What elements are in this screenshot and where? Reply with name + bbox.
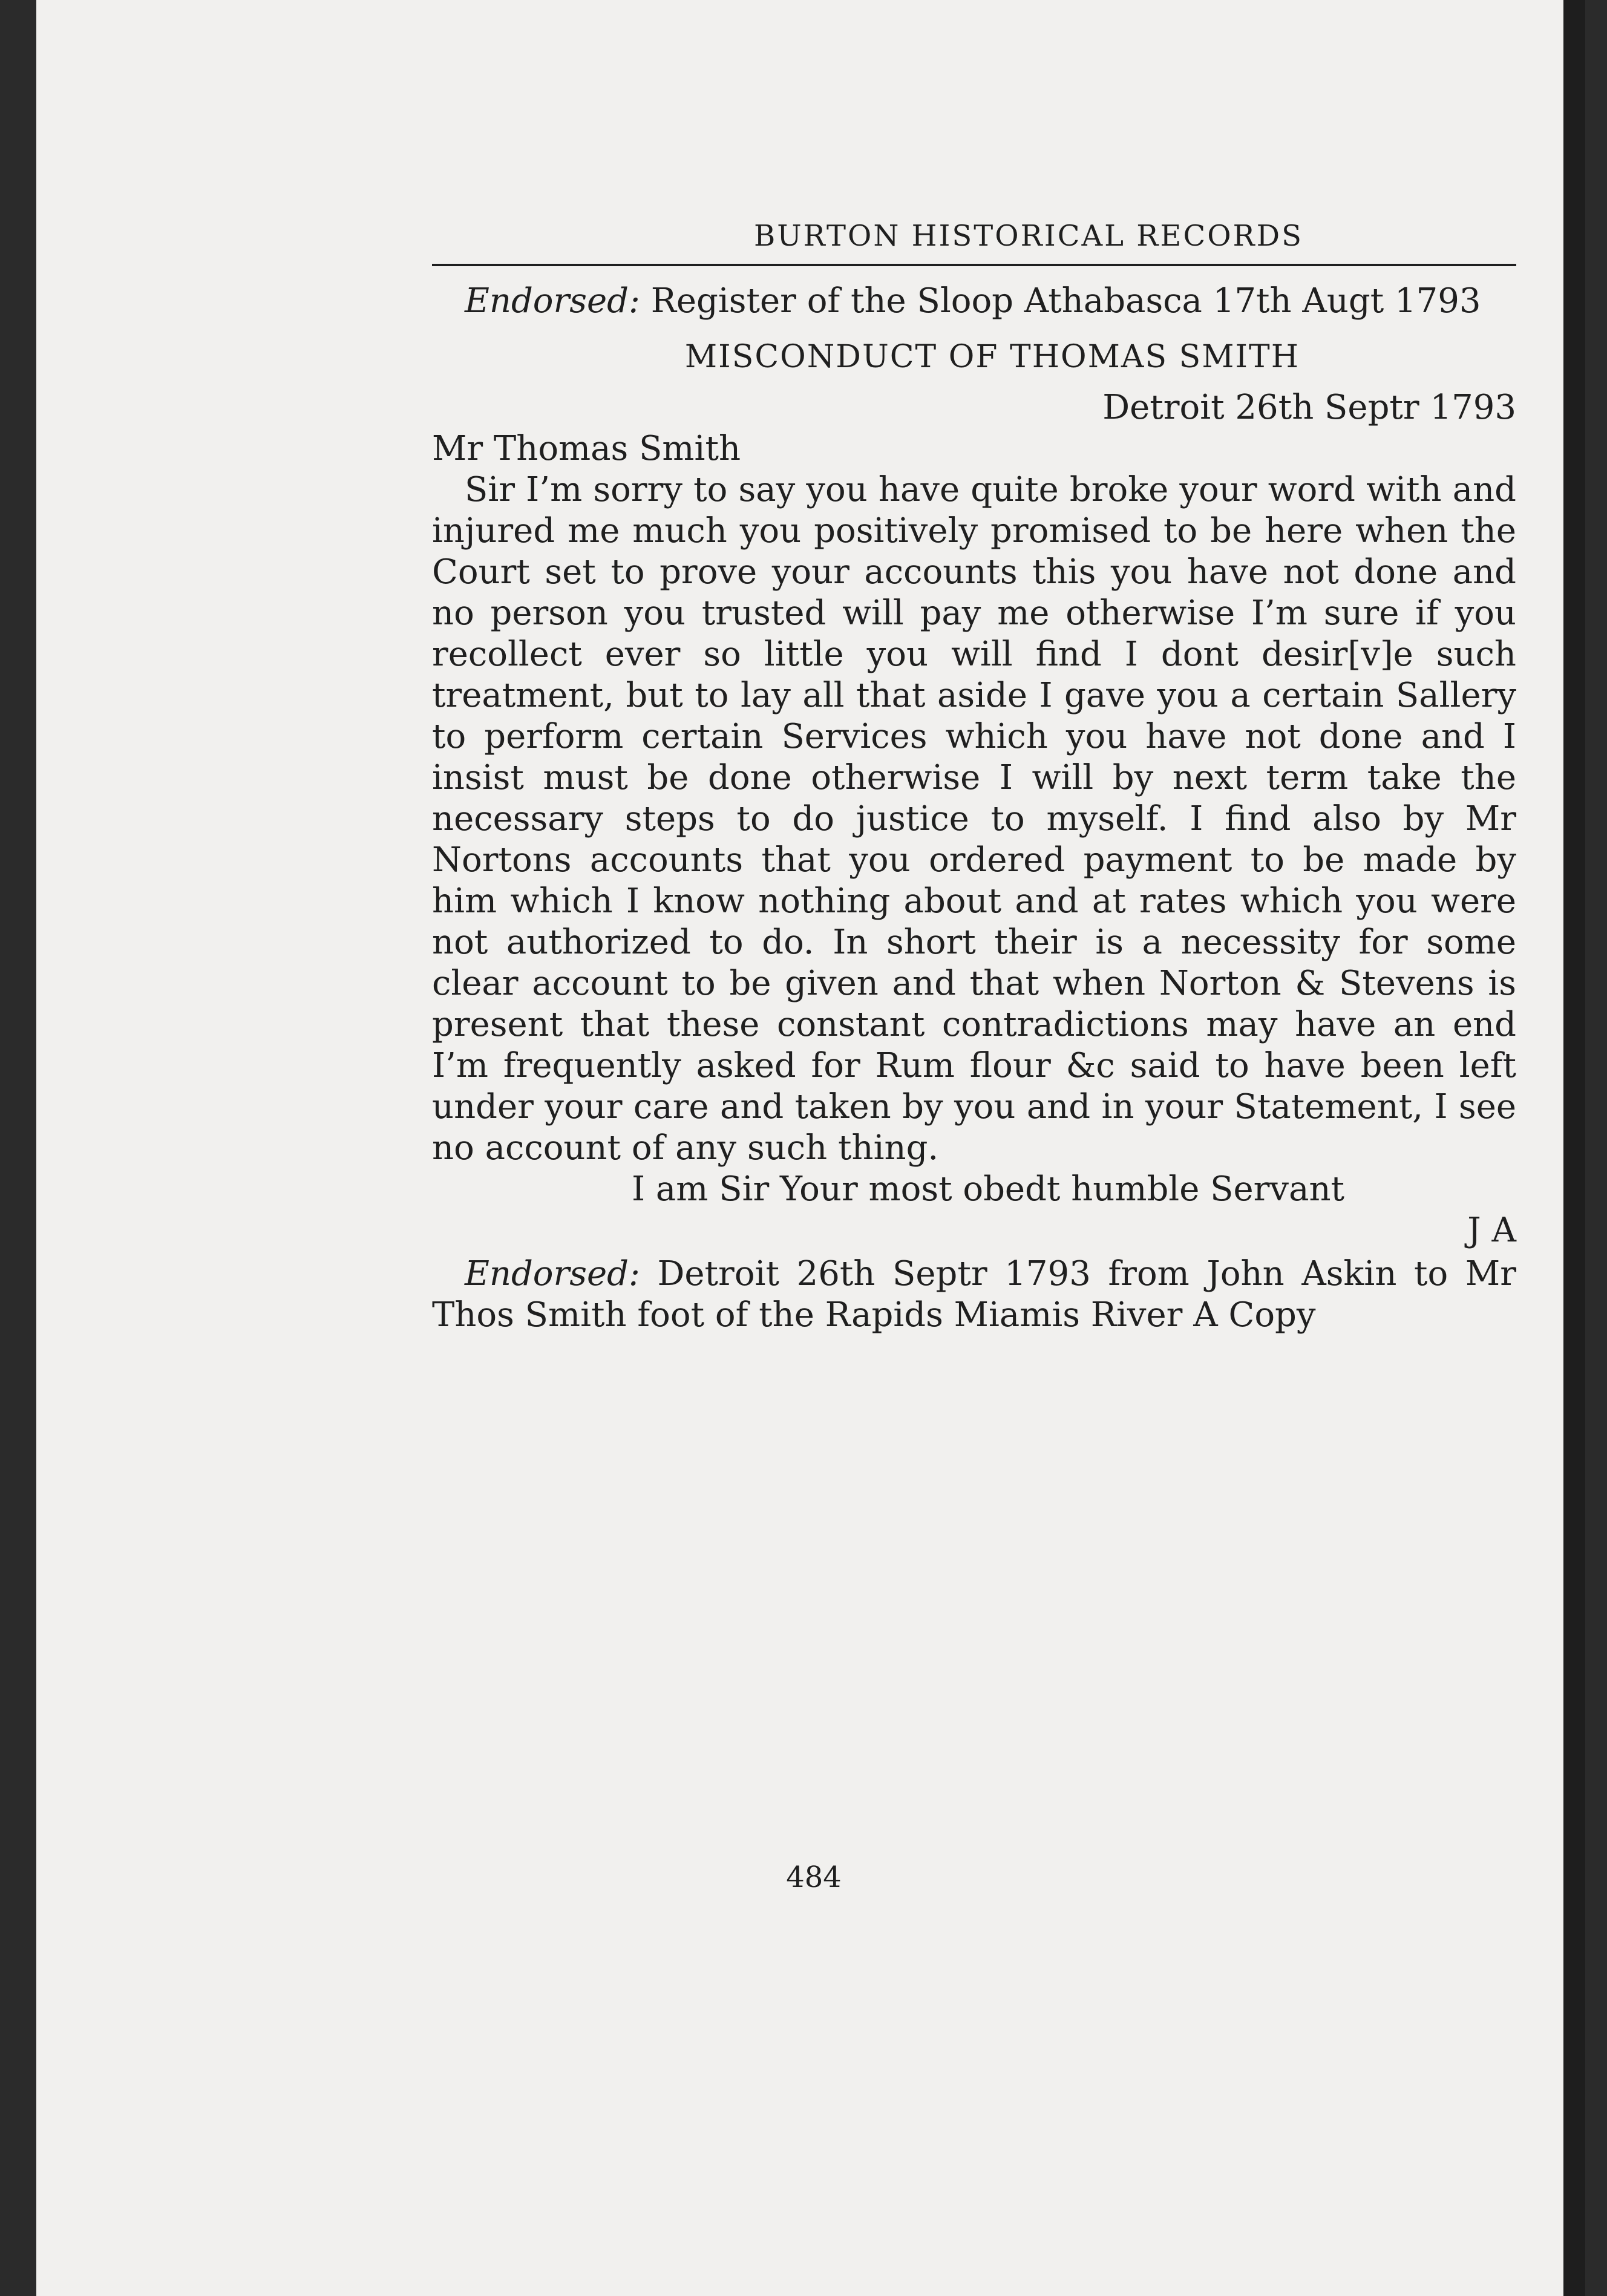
section-heading: MISCONDUCT OF THOMAS SMITH xyxy=(684,339,1300,375)
document-page xyxy=(36,0,1585,2296)
endorsement-label: Endorsed: xyxy=(465,281,640,321)
letter-dateline: Detroit 26th Septr 1793 xyxy=(1102,388,1516,427)
letter-signature: J A xyxy=(1467,1211,1516,1250)
endorsement-letter xyxy=(432,1254,1516,1336)
letter-closing: I am Sir Your most obedt humble Servant xyxy=(632,1169,1345,1209)
running-head: BURTON HISTORICAL RECORDS xyxy=(753,219,1304,253)
endorsement-register xyxy=(432,281,1516,322)
page-content xyxy=(432,212,1516,1336)
letter-salutation: Mr Thomas Smith xyxy=(432,429,741,468)
page-number: 484 xyxy=(786,1860,842,1894)
letter-body: Sir I’m sorry to say you have quite broke your word with and injured me much you positively promised to be here when the Court set to prove your accounts this you have not done and no person you trusted will pay me otherwise I’m sure if you recollect ever so little you will find I dont desir[v]e such treatment, but to lay all that aside I gave you a certain Sallery to perform certain Services which you have not done and I insist must be done otherwise I will by next term take the necessary steps to do justice to myself. I find also by Mr Nortons accounts that you ordered payment to be made by him which I know nothing about and at rates which you were not authorized to do. In short their is a necessity for some clear account to be given and that when Norton & Stevens is present that these constant contradictions may have an end I’m frequently asked for Rum flour &c said to have been left under your care and taken by you and in your Statement, I see no account of any such thing. xyxy=(432,470,1516,1168)
header-rule xyxy=(432,264,1516,266)
endorsement-label: Endorsed: xyxy=(465,1254,640,1294)
page-edge xyxy=(1563,0,1585,2296)
endorsement-text: Register of the Sloop Athabasca 17th Augt 1793 xyxy=(650,281,1481,321)
endorsement-text: Detroit 26th Septr 1793 from John Askin to Mr Thos Smith foot of the Rapids Miamis River A Copy xyxy=(432,1254,1516,1335)
